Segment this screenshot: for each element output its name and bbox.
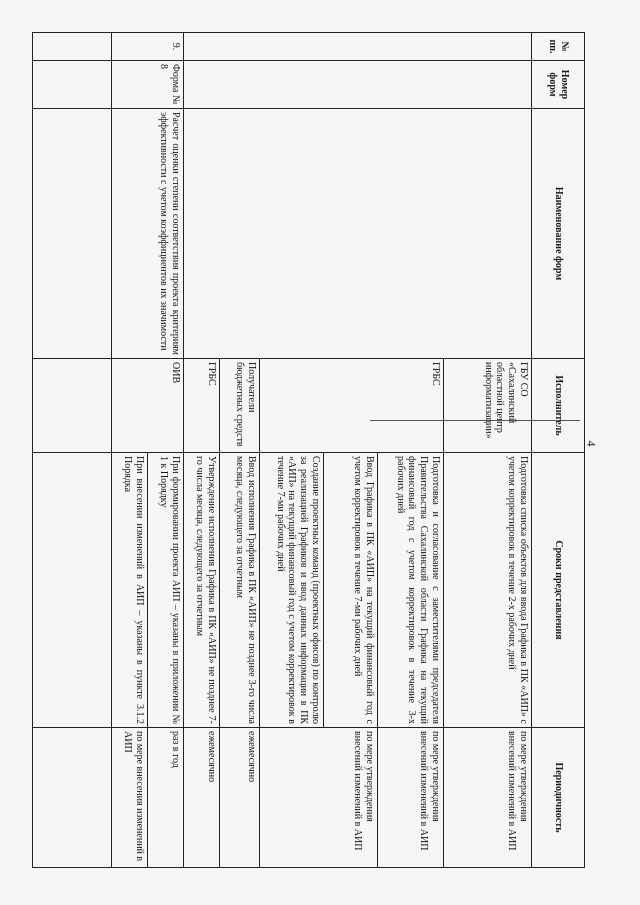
cell-period: по мере утверждения внесений изменений в АИП: [378, 728, 444, 868]
rotated-table-sheet: [32, 32, 585, 867]
cell-empty: [33, 109, 112, 359]
cell-empty: [33, 359, 112, 453]
cell-name-top: [184, 109, 532, 359]
header-term: Сроки представления: [532, 453, 585, 728]
table-header-row: [532, 33, 585, 868]
cell-executor: ГРБС: [260, 359, 444, 453]
table-row: [148, 33, 184, 868]
header-form: Номер форм: [532, 61, 585, 109]
table-row-empty: [33, 33, 112, 868]
cell-num-top: [184, 33, 532, 61]
cell-term: Подготовка списка объектов для ввода Графика в ПК «АИП» с учетом корректировок в течение 2-х рабочих дней: [444, 453, 532, 728]
cell-name: Расчет оценки степени соответствия проекта критериям эффективности с учетом коэффициентов их значимости: [112, 109, 184, 359]
cell-num: 9.: [112, 33, 184, 61]
cell-executor: Получатели бюджетных средств: [220, 359, 260, 453]
cell-executor: ГРБС: [184, 359, 220, 453]
cell-period: по мере утверждения внесений изменений в АИП: [260, 728, 378, 868]
cell-period: по мере утверждения внесений изменений в АИП: [444, 728, 532, 868]
header-num: № пп.: [532, 33, 585, 61]
cell-period: ежемесячно: [220, 728, 260, 868]
forms-table: [32, 32, 585, 868]
cell-term: Подготовка и согласование с заместителями председателя Правительства Сахалинской области Графика на текущий финансовый год с учетом корректировок в течение 3-х рабочих дней: [378, 453, 444, 728]
cell-term: При внесении изменений в АИП – указаны в пункте 3.1.2 Порядка: [112, 453, 148, 728]
cell-period: ежемесячно: [184, 728, 220, 868]
cell-empty: [33, 728, 112, 868]
cell-period: раз в год: [148, 728, 184, 868]
cell-empty: [33, 61, 112, 109]
cell-term: Утверждение исполнения Графика в ПК «АИП» не позднее 7-го числа месяца, следующего за отчетным: [184, 453, 220, 728]
table-row: [444, 33, 532, 868]
cell-empty: [33, 453, 112, 728]
cell-period: по мере внесения изменений в АИП: [112, 728, 148, 868]
header-period: Периодичность: [532, 728, 585, 868]
page-number: 4: [584, 440, 599, 447]
cell-empty: [33, 33, 112, 61]
header-executor: Исполнитель: [532, 359, 585, 453]
cell-form: Форма № 8: [112, 61, 184, 109]
cell-form-top: [184, 61, 532, 109]
cell-executor: ГБУ СО «Сахалинский областной центр информатизации»: [444, 359, 532, 453]
cell-term: Ввод Графика в ПК «АИП» на текущий финансовый год с учетом корректировок в течение 7-ми рабочих дней: [324, 453, 378, 728]
cell-executor: ОИВ: [112, 359, 184, 453]
cell-term: Ввод исполнения Графика в ПК «АИП» не позднее 3-го числа месяца, следующего за отчетным: [220, 453, 260, 728]
cell-term: Создание проектных команд (проектных офисов) по контролю за реализацией Графиков и ввод данных информации в ПК «АИП» на текущий финансовый год с учетом корректировок в течение 7-ми рабочих дней: [260, 453, 324, 728]
header-name: Наименование форм: [532, 109, 585, 359]
cell-term: При формировании проекта АИП – указаны в приложении № 1 к Порядку: [148, 453, 184, 728]
margin-rule-line: [370, 420, 580, 421]
